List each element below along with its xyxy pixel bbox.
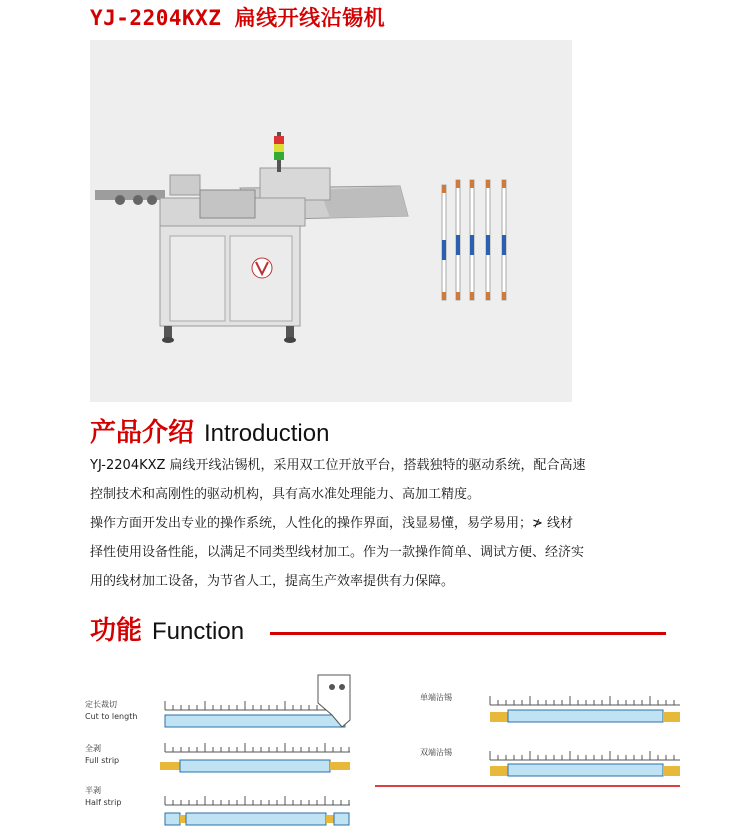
func-label-cn: 全剥 — [85, 744, 101, 753]
intro-line-2: 控制技术和高刚性的驱动机构，具有高水准处理能力、高加工精度。 — [90, 487, 481, 502]
func-label-en: Full strip — [85, 756, 120, 765]
product-photo — [90, 40, 572, 402]
intro-line-1: YJ-2204KXZ 扁线开线沾锡机，采用双工位开放平台，搭载独特的驱动系统，配合高速 — [90, 458, 586, 473]
page-title: YJ-2204KXZ 扁线开线沾锡机 — [90, 6, 386, 30]
func-label-cn: 单端沾锡 — [420, 693, 452, 702]
machine-illustration — [90, 40, 572, 402]
func-label-cn: 双端沾锡 — [420, 748, 452, 757]
func-label-en: Cut to length — [85, 712, 138, 721]
function-divider — [270, 632, 666, 635]
intro-line-3: 操作方面开发出专业的操作系统，人性化的操作界面，浅显易懂，易学易用；≯ 线材 — [90, 516, 574, 531]
func-label-cn: 定长裁切 — [85, 700, 117, 709]
func-label-en: Half strip — [85, 798, 122, 807]
function-wire-diagrams — [80, 665, 680, 835]
function-diagram — [80, 665, 680, 835]
function-heading-en: Function — [152, 618, 245, 645]
intro-heading-cn: 产品介绍 — [90, 418, 195, 448]
intro-heading — [90, 412, 329, 449]
func-label-cn: 半剥 — [85, 786, 101, 795]
intro-line-4: 择性使用设备性能，以满足不同类型线材加工。作为一款操作简单、调试方便、经济实 — [90, 545, 585, 560]
intro-heading-en: Introduction — [204, 420, 330, 447]
intro-line-5: 用的线材加工设备，为节省人工，提高生产效率提供有力保障。 — [90, 574, 455, 589]
function-heading-cn: 功能 — [90, 616, 143, 646]
function-heading — [90, 610, 244, 647]
